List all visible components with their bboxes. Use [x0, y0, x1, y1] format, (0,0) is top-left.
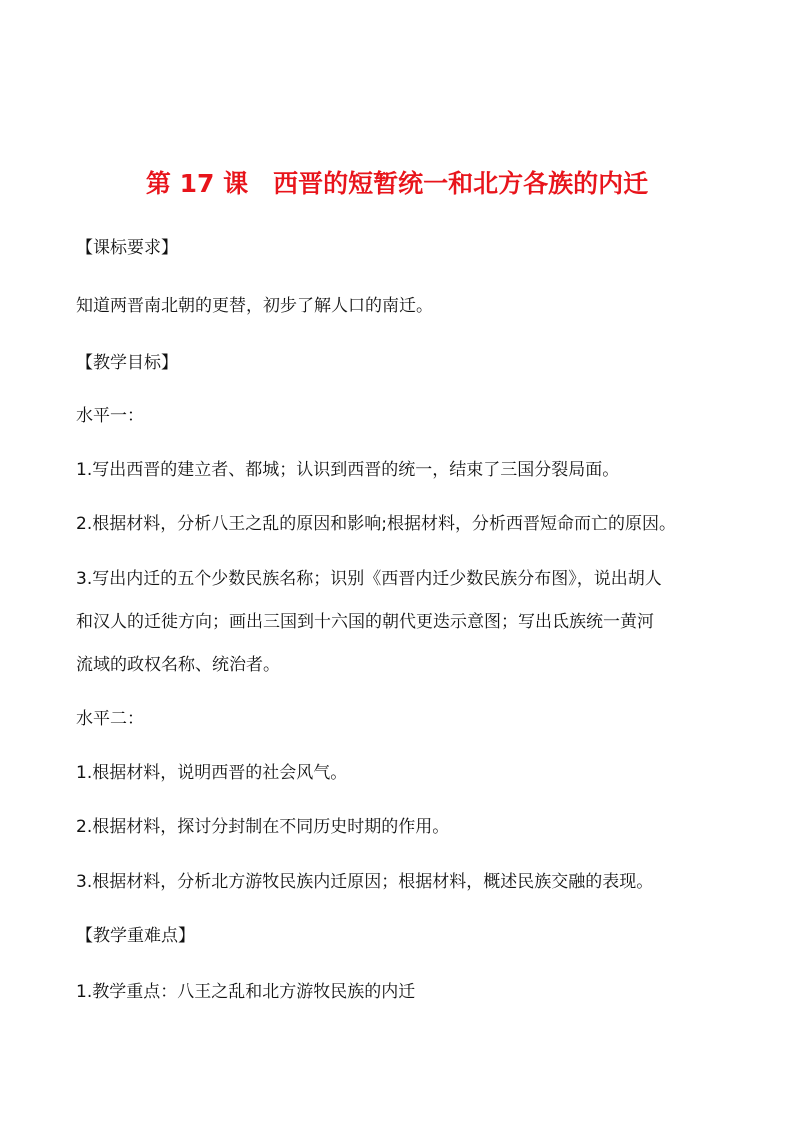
level-two-label: 水平二：: [76, 709, 144, 729]
level-one-label: 水平一：: [76, 406, 144, 426]
heading-curriculum-requirements: 【课标要求】: [76, 238, 178, 258]
level-two-item-2: 2.根据材料，探讨分封制在不同历史时期的作用。: [76, 817, 450, 837]
level-one-item-3-line-3: 流域的政权名称、统治者。: [76, 655, 280, 675]
key-point-1: 1.教学重点：八王之乱和北方游牧民族的内迁: [76, 982, 416, 1002]
lesson-title: 第 17 课 西晋的短暂统一和北方各族的内迁: [145, 169, 649, 198]
curriculum-requirements-text: 知道两晋南北朝的更替，初步了解人口的南迁。: [76, 296, 433, 316]
level-two-item-1: 1.根据材料，说明西晋的社会风气。: [76, 763, 348, 783]
level-two-item-3: 3.根据材料，分析北方游牧民族内迁原因；根据材料，概述民族交融的表现。: [76, 872, 654, 892]
level-one-item-1: 1.写出西晋的建立者、都城；认识到西晋的统一，结束了三国分裂局面。: [76, 460, 620, 480]
heading-key-difficult-points: 【教学重难点】: [76, 926, 195, 946]
level-one-item-2: 2.根据材料，分析八王之乱的原因和影响;根据材料，分析西晋短命而亡的原因。: [76, 514, 676, 534]
heading-teaching-objectives: 【教学目标】: [76, 353, 178, 373]
level-one-item-3-line-2: 和汉人的迁徙方向；画出三国到十六国的朝代更迭示意图；写出氐族统一黄河: [76, 612, 654, 632]
level-one-item-3-line-1: 3.写出内迁的五个少数民族名称；识别《西晋内迁少数民族分布图》，说出胡人: [76, 569, 662, 589]
